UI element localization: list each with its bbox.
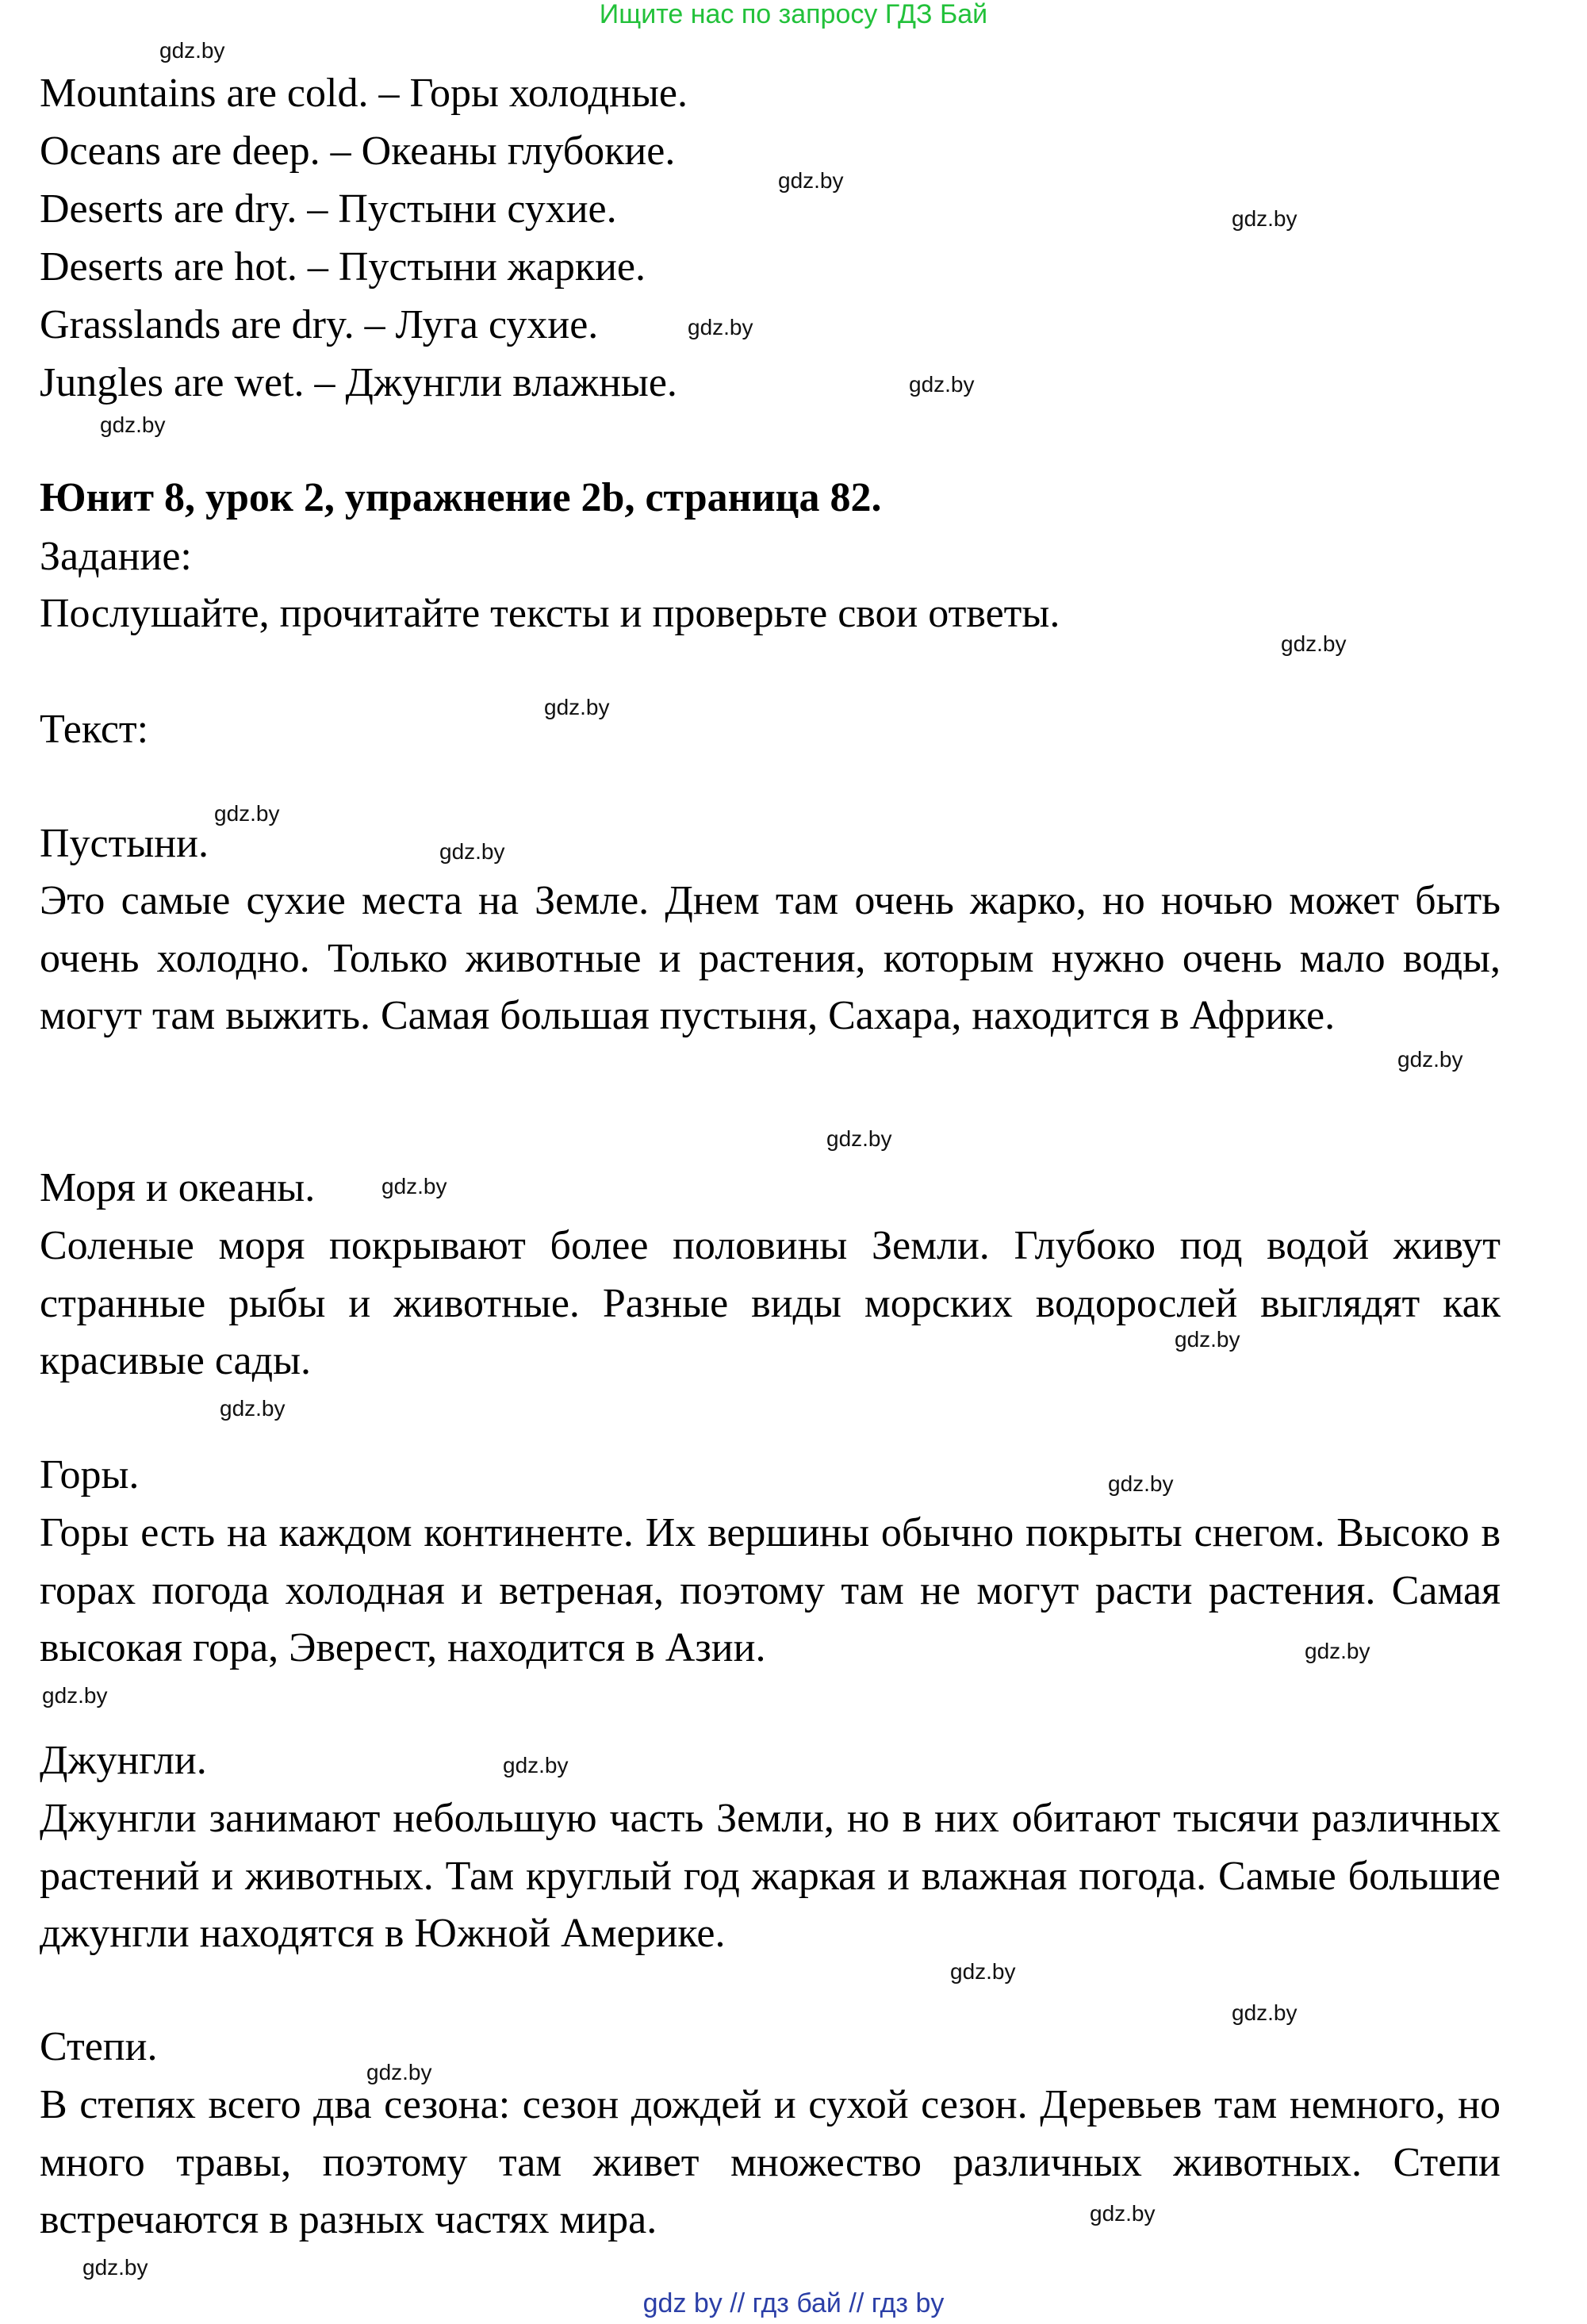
- watermark: gdz.by: [826, 1126, 892, 1151]
- watermark: gdz.by: [778, 168, 844, 193]
- watermark: gdz.by: [439, 839, 505, 864]
- watermark: gdz.by: [1397, 1047, 1463, 1072]
- task-label: Задание:: [40, 534, 192, 579]
- watermark: gdz.by: [1305, 1639, 1370, 1663]
- section-body: Горы есть на каждом континенте. Их вершины обычно покрыты снегом. Высоко в горах погода холодная и ветреная, поэтому там не могут расти растения. Самая высокая гора, Эверест, находится в Азии.: [40, 1510, 1501, 1670]
- watermark: gdz.by: [1232, 2000, 1298, 2025]
- section-title: Степи.: [40, 2024, 158, 2069]
- watermark: gdz.by: [1090, 2201, 1156, 2226]
- watermark: gdz.by: [950, 1959, 1016, 1984]
- task-text: Послушайте, прочитайте тексты и проверьте свои ответы.: [40, 591, 1060, 636]
- section-body: Джунгли занимают небольшую часть Земли, но в них обитают тысячи различных растений и животных. Там круглый год жаркая и влажная погода. Самые большие джунгли находятся в Южной Америке.: [40, 1796, 1501, 1956]
- pair-line: Mountains are cold. – Горы холодные.: [40, 71, 688, 116]
- pair-line: Jungles are wet. – Джунгли влажные.: [40, 360, 677, 405]
- watermark: gdz.by: [220, 1396, 286, 1421]
- watermark: gdz.by: [1232, 206, 1298, 231]
- pair-line: Deserts are hot. – Пустыни жаркие.: [40, 244, 646, 290]
- pair-line: Grasslands are dry. – Луга сухие.: [40, 302, 599, 347]
- footer-links: gdz by // гдз бай // гдз by: [642, 2288, 945, 2318]
- section-title: Пустыни.: [40, 821, 209, 866]
- watermark: gdz.by: [503, 1753, 569, 1778]
- section-body: В степях всего два сезона: сезон дождей и сухой сезон. Деревьев там немного, но много травы, поэтому там живет множество различных животных. Степи встречаются в разных частях мира.: [40, 2082, 1501, 2242]
- watermark: gdz.by: [1175, 1327, 1240, 1352]
- top-banner: Ищите нас по запросу ГДЗ Бай: [599, 0, 988, 29]
- text-label: Текст:: [40, 707, 149, 752]
- pair-line: Deserts are dry. – Пустыни сухие.: [40, 186, 617, 232]
- exercise-heading: Юнит 8, урок 2, упражнение 2b, страница 82.: [40, 475, 882, 520]
- watermark: gdz.by: [100, 412, 166, 437]
- section-title: Джунгли.: [40, 1738, 207, 1783]
- watermark: gdz.by: [42, 1683, 108, 1708]
- watermark: gdz.by: [366, 2060, 432, 2084]
- watermark: gdz.by: [544, 695, 610, 719]
- watermark: gdz.by: [82, 2255, 148, 2280]
- watermark: gdz.by: [1281, 631, 1347, 656]
- section-body: Это самые сухие места на Земле. Днем там очень жарко, но ночью может быть очень холодно. Только животные и растения, которым нужно очень мало воды, могут там выжить. Самая большая пустыня, Сахара, находится в Африке.: [40, 878, 1501, 1038]
- watermark: gdz.by: [381, 1174, 447, 1198]
- section-body: Соленые моря покрывают более половины Земли. Глубоко под водой живут странные рыбы и животные. Разные виды морских водорослей выглядят как красивые сады.: [40, 1223, 1501, 1383]
- watermark: gdz.by: [159, 38, 225, 63]
- watermark: gdz.by: [1108, 1471, 1174, 1496]
- section-title: Горы.: [40, 1452, 140, 1498]
- section-title: Моря и океаны.: [40, 1165, 316, 1210]
- watermark: gdz.by: [688, 315, 753, 339]
- watermark: gdz.by: [214, 801, 280, 826]
- watermark: gdz.by: [909, 372, 975, 397]
- pair-line: Oceans are deep. – Океаны глубокие.: [40, 128, 676, 174]
